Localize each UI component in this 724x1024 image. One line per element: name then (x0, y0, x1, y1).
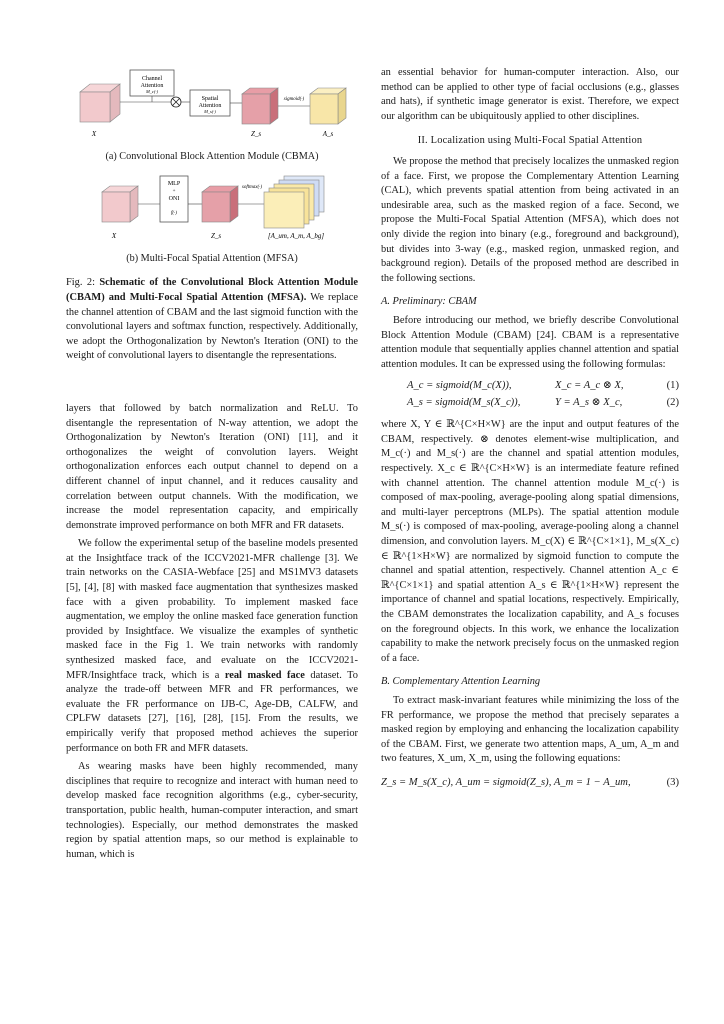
input-feature-cube (80, 84, 120, 122)
zs-feature-cube (242, 88, 278, 124)
softmax-label: softmax(·) (241, 185, 263, 191)
subsection-a-title: A. Preliminary: CBAM (381, 296, 477, 308)
figure-caption-bold: Schematic of the Convolutional Block Attention Module (CBAM) and Multi-Focal Spatial Attention (MFSA). (66, 277, 358, 303)
equation-1-number: (1) (666, 380, 679, 392)
x-label: X (91, 130, 97, 138)
as-feature-cube (310, 88, 346, 124)
zs-label: Z_s (250, 130, 262, 138)
figure-caption (66, 276, 358, 364)
equation-3-number: (3) (666, 776, 679, 788)
right-column (381, 66, 679, 793)
right-paragraph-0: an essential behavior for human-computer interaction. Also, our method can be applied to other type of facial occlusions (e.g., glasses and hats), if synthetic image generator is exist. Therefore, we expect our algorithm can be ubiquitously applied to other disciplines. (381, 67, 679, 122)
mfsa-x-label: X (111, 232, 117, 241)
channel-attention-label-1: Channel (142, 76, 162, 82)
figure-caption-rest: We replace the channel attention of CBAM and the last sigmoid function with the convolutional layers and softmax function, respectively. Additionally, we adopt the Orthogonalization by Newton's Iteration (ONI) to the weight of convolutional layers to disentangle the representations. (66, 291, 358, 362)
sigmoid-label: sigmoid(·) (283, 97, 305, 102)
right-paragraph-1: We propose the method that precisely localizes the unmasked region of a face. First, we propose the Complementary Attention Learning (CAL), which prevents spatial attention from being activated in an undesirable area, such as the masked region of a face. Second, we propose the Multi-Focal Spatial Attention (MFSA), which does not only divide the region into binary (e.g., foreground and background), but divides into 3-way (e.g., masked region, unmasked region, and background region). Details of the proposed method are described in the following sections. (381, 155, 679, 284)
left-paragraph-3: As wearing masks have been highly recommended, many disciplines that require to recognize and interact with human need to develop masked face recognition algorithms (e.g., cyber-security, transportation, public health, human-computer interaction, and smart technologies). Especially, our method demonstrates the masked region by spatial attention maps, so our method is explainable to human, which is (66, 761, 358, 860)
channel-attention-label-2: Attention (140, 83, 164, 89)
equation-2-right: Y = A_s ⊗ X_c, (555, 397, 623, 409)
equation-2-number: (2) (666, 397, 679, 409)
spatial-attention-label-1: Spatial (201, 96, 219, 102)
left-paragraph-1: layers that followed by batch normalization and ReLU. To disentangle the representation of N-way attention, we adopt the Orthogonalization by Newton's Iteration (ONI) [11], and it orthogonalizes the weight of convolution layers. Weight orthogonalization enforces each output channel to depend on a different channel of input channel, and it reduces causality and correlation between output channels. With the modification, we increase the model representation capacity, and empirically demonstrate improved performance on both MFR and FR datasets. (66, 402, 358, 531)
figure-a-caption: (a) Convolutional Block Attention Module (CBMA) (105, 150, 319, 162)
right-paragraph-3: where X, Y ∈ ℝ^{C×H×W} are the input and output features of the CBAM, respectively. ⊗ denotes element-wise multiplication, and M_c(·) and M_s(·) are the channel and spatial attention modules, respectively. X_c ∈ ℝ^{C×H×W} is an intermediate feature refined with channel attention. The channel attention module M_c(·) is composed of max-pooling, average-pooling along spatial dimensions, and multi-layer perceptrons (MLPs). The spatial attention module M_s(·) is composed of max-pooling, average-pooling along a channel dimension, and convolution layers. M_c(X) ∈ ℝ^{C×1×1}, M_s(X_c) ∈ ℝ^{1×H×W} are normalized by sigmoid function to compute the channel and spatial attention, respectively. Channel attention A_c ∈ ℝ^{C×1×1} and spatial attention A_s ∈ ℝ^{1×H×W} represent the importance of channel and spatial locations, respectively. Empirically, the CBAM demonstrates the localization capability, and A_s focuses on the foreground objects. In this work, we enhance the localization capability to make the network precisely focus on the unmasked region of a face. (381, 419, 679, 664)
left-paragraph-2 (66, 537, 358, 756)
mfsa-diagram (66, 170, 358, 244)
mfsa-out-label: [A_um, A_m, A_bg] (267, 232, 325, 241)
right-paragraph-2: Before introducing our method, we briefly describe Convolutional Block Attention Module (CBAM) [24]. CBAM is a representative attention module that sequentially applies channel attention and spatial attention modules. It can be expressed using the following formulas: (381, 314, 679, 370)
mfsa-zs-cube (202, 186, 238, 222)
as-label: A_s (322, 130, 334, 138)
mfsa-output-cubes (264, 176, 324, 228)
left-p2-part-a: We follow the experimental setup of the baseline models presented at the Insightface track of the ICCV2021-MFR challenge [3]. We train networks on the CASIA-Webface [25] and MS1MV3 datasets [5], [4], [8] with masked face augmentation that synthesizes masked face with a given probability. To implement masked face augmentation, we employ the online masked face generation function provided by Insightface. We visualize the examples of synthetic masked face in the Fig 1. We train networks with randomly synthesized masked face, and evaluate on the ICCV2021-MFR/Insightface track, which is a (66, 538, 358, 681)
cbam-diagram (66, 62, 358, 142)
mlp-sub: f(·) (171, 211, 177, 217)
figure-b-caption: (b) Multi-Focal Spatial Attention (MFSA) (126, 252, 298, 264)
subsection-b-title: B. Complementary Attention Learning (381, 676, 541, 688)
equation-1-left: A_c = sigmoid(M_c(X)), (407, 380, 512, 392)
equation-3-body: Z_s = M_s(X_c), A_um = sigmoid(Z_s), A_m = 1 − A_um, (381, 776, 631, 788)
left-p2-part-b: dataset. To analyze the trade-off between MFR and FR performances, we evaluate the FR performance on IJB-C, Age-DB, CALFW, and CPLFW datasets [27], [16], [28], [15]. From the results, we empirically verify that proposed method achieves the superior performance on both FR and MFR datasets. (66, 669, 358, 754)
section-title: II. Localization using Multi-Focal Spatial Attention (417, 135, 643, 147)
oni-label: ONI (168, 196, 180, 203)
equation-3 (381, 773, 679, 793)
figure-mfsa (66, 170, 358, 266)
figure-cbam (66, 62, 358, 164)
right-paragraph-4: To extract mask-invariant features while minimizing the loss of the FR performance, we propose the method that precisely separates a masked region by employing and enhancing the localization capability of the CBAM. First, we generate two attention maps, A_um, A_m and two features, X_um, X_m, using the following equations: (381, 694, 679, 765)
left-p2-bold: real masked face (224, 669, 305, 681)
spatial-attention-label-2: Attention (198, 103, 222, 109)
channel-attention-sub: M_c(·) (145, 89, 159, 94)
left-column (66, 62, 358, 862)
equation-2 (381, 395, 679, 412)
mlp-label: MLP (167, 181, 181, 188)
figure-caption-prefix: Fig. 2: (66, 277, 100, 289)
equation-2-left: A_s = sigmoid(M_s(X_c)), (407, 397, 521, 409)
equation-1 (381, 378, 679, 395)
equation-1-right: X_c = A_c ⊗ X, (555, 380, 624, 392)
mfsa-zs-label: Z_s (210, 232, 222, 241)
spatial-attention-sub: M_s(·) (204, 109, 216, 114)
mfsa-input-cube (102, 186, 138, 222)
plus-label: + (172, 189, 176, 195)
